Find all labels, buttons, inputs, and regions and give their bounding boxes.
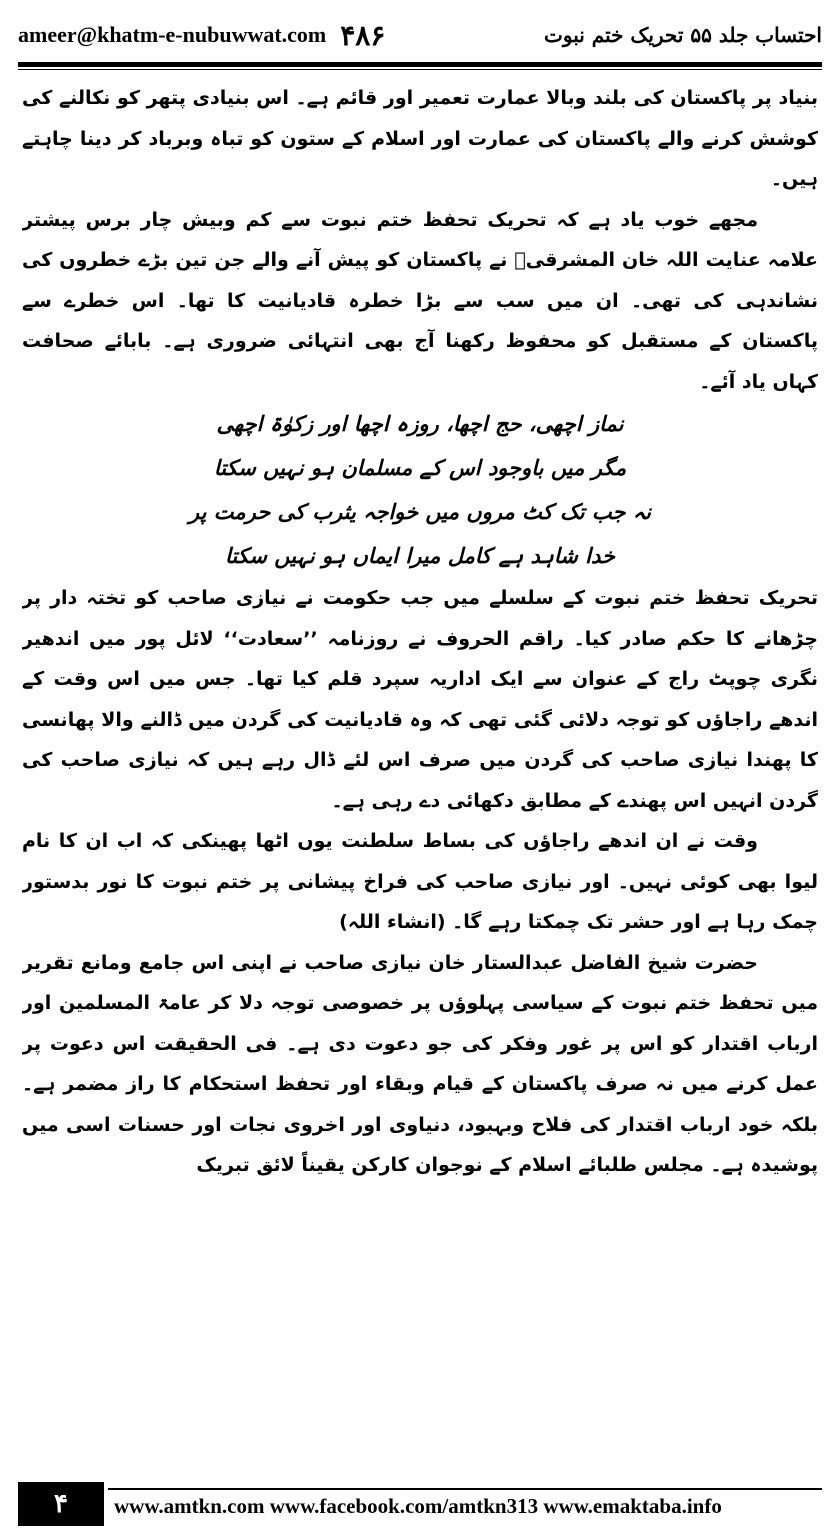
page-footer xyxy=(18,1478,822,1530)
paragraph-2: مجھے خوب یاد ہے کہ تحریک تحفظ ختم نبوت سے کم وبیش چار برس پیشتر علامہ عنایت اللہ خان المشرقیؒ نے پاکستان کو پیش آنے والے جن تین بڑے خطروں کی نشاندہی کی تھی۔ ان میں سب سے بڑا خطرہ قادیانیت کا تھا۔ اس خطرے سے پاکستان کے مستقبل کو محفوظ رکھنا آج بھی انتہائی ضروری ہے۔ بابائے صحافت کہاں یاد آئے۔ xyxy=(22,208,818,393)
verse-line-1: نماز اچھی، حج اچھا، روزہ اچھا اور زکوٰۃ اچھی xyxy=(216,411,624,436)
paragraph-1: بنیاد پر پاکستان کی بلند وبالا عمارت تعمیر اور قائم ہے۔ اس بنیادی پتھر کو نکالنے کی کوشش کرنے والے پاکستان کی عمارت اور اسلام کے ستون کو تباہ وبرباد کر دینا چاہتے ہیں۔ xyxy=(22,87,818,190)
footer-number-box xyxy=(18,1482,104,1526)
footer-number: ۴ xyxy=(54,1489,68,1519)
footer-rule xyxy=(108,1488,822,1490)
footer-links[interactable]: www.amtkn.com www.facebook.com/amtkn313 www.emaktaba.info xyxy=(114,1494,722,1518)
page-header xyxy=(18,10,822,60)
page-body xyxy=(22,78,818,1463)
header-rule-thick xyxy=(18,62,822,67)
paragraph-4: وقت نے ان اندھے راجاؤں کی بساط سلطنت یوں اٹھا پھینکی کہ اب ان کا نام لیوا بھی کوئی نہیں۔ اور نیازی صاحب کی فراخ پیشانی پر ختم نبوت کا نور بدستور چمک رہا ہے اور حشر تک چمکتا رہے گا۔ (انشاء اللہ) xyxy=(22,830,818,933)
header-rule-thin xyxy=(18,69,822,70)
verse-line-4: خدا شاہد ہے کامل میرا ایماں ہو نہیں سکتا xyxy=(224,543,615,568)
verse-line-3: نہ جب تک کٹ مروں میں خواجہ یثرب کی حرمت پر xyxy=(189,499,651,524)
paragraph-3: تحریک تحفظ ختم نبوت کے سلسلے میں جب حکومت نے نیازی صاحب کو تختہ دار پر چڑھانے کا حکم صادر کیا۔ راقم الحروف نے روزنامہ ’’سعادت‘‘ لائل پور میں اندھیر نگری چوپٹ راج کے عنوان سے ایک اداریہ سپرد قلم کیا تھا۔ جس میں اس وقت کے اندھے راجاؤں کو توجہ دلائی گئی تھی کہ وہ قادیانیت کی گردن میں ڈالنے والا پھانسی کا پھندا نیازی صاحب کی گردن میں صرف اس لئے ڈال رہے ہیں کہ نیازی صاحب کی گردن انہیں اس پھندے کے مطابق دکھائی دے رہی ہے۔ xyxy=(22,587,818,812)
verse-line-2: مگر میں باوجود اس کے مسلمان ہو نہیں سکتا xyxy=(213,455,627,480)
running-title: احتساب جلد ۵۵ تحریک ختم نبوت xyxy=(544,23,822,47)
header-email: ameer@khatm-e-nubuwwat.com xyxy=(18,22,327,47)
page-number: ۴۸۶ xyxy=(340,18,386,52)
paragraph-5: حضرت شیخ الفاضل عبدالستار خان نیازی صاحب نے اپنی اس جامع ومانع تقریر میں تحفظ ختم نبوت کے سیاسی پہلوؤں پر خصوصی توجہ دلا کر عامۃ المسلمین اور ارباب اقتدار کو اس پر غور وفکر کی جو دعوت دی ہے۔ فی الحقیقت اس دعوت پر عمل کرنے میں نہ صرف پاکستان کے قیام وبقاء اور تحفظ استحکام کا راز مضمر ہے۔ بلکہ خود ارباب اقتدار کی فلاح وبہبود، دنیاوی اور اخروی نجات اور حسنات اسی میں پوشیدہ ہے۔ مجلس طلبائے اسلام کے نوجوان کارکن یقیناً لائق تبریک xyxy=(22,951,818,1176)
header-left xyxy=(18,19,385,52)
